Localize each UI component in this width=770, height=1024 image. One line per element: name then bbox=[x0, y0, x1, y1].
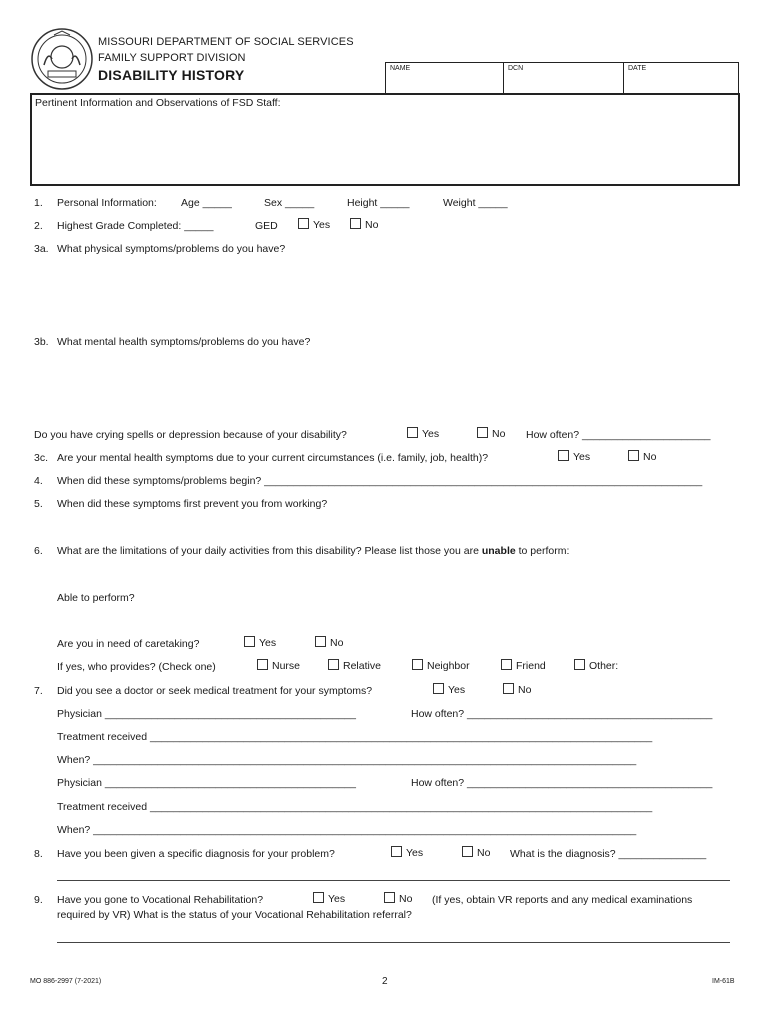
q3c-no-checkbox[interactable] bbox=[628, 450, 639, 461]
physician-1-field[interactable]: Physician ___________________________________________ bbox=[57, 708, 356, 720]
missouri-seal-icon bbox=[30, 27, 94, 91]
q8-number: 8. bbox=[34, 848, 43, 860]
q7-yes-checkbox[interactable] bbox=[433, 683, 444, 694]
provider-other-option[interactable] bbox=[574, 659, 618, 672]
q1-text: Personal Information: bbox=[57, 197, 157, 209]
ged-no-checkbox[interactable] bbox=[350, 218, 361, 229]
q3b-text: What mental health symptoms/problems do you have? bbox=[57, 336, 311, 348]
crying-question: Do you have crying spells or depression because of your disability? bbox=[34, 429, 347, 441]
provider-question: If yes, who provides? (Check one) bbox=[57, 661, 216, 673]
q9-number: 9. bbox=[34, 894, 43, 906]
q7-yes-option[interactable] bbox=[433, 683, 465, 696]
q6-number: 6. bbox=[34, 545, 43, 557]
provider-nurse-option[interactable] bbox=[257, 659, 300, 672]
neighbor-checkbox[interactable] bbox=[412, 659, 423, 670]
physician-2-field[interactable]: Physician ___________________________________________ bbox=[57, 777, 356, 789]
name-field[interactable] bbox=[386, 63, 504, 93]
ged-yes-checkbox[interactable] bbox=[298, 218, 309, 229]
form-number: MO 886-2997 (7-2021) bbox=[30, 978, 102, 985]
ged-label: GED bbox=[255, 220, 278, 232]
other-checkbox[interactable] bbox=[574, 659, 585, 670]
q3a-text: What physical symptoms/problems do you have? bbox=[57, 243, 286, 255]
relative-label: Relative bbox=[343, 660, 381, 672]
caretaking-yes-label: Yes bbox=[259, 637, 277, 649]
dcn-field[interactable] bbox=[504, 63, 624, 93]
q3c-yes-label: Yes bbox=[573, 451, 591, 463]
q9-no-checkbox[interactable] bbox=[384, 892, 395, 903]
crying-yes-checkbox[interactable] bbox=[407, 427, 418, 438]
age-field[interactable]: Age _____ bbox=[181, 197, 232, 209]
friend-checkbox[interactable] bbox=[501, 659, 512, 670]
caretaking-yes-checkbox[interactable] bbox=[244, 636, 255, 647]
ged-no-option[interactable] bbox=[350, 218, 378, 231]
q9-yes-option[interactable] bbox=[313, 892, 345, 905]
q3c-yes-option[interactable] bbox=[558, 450, 590, 463]
ged-yes-label: Yes bbox=[313, 219, 331, 231]
nurse-label: Nurse bbox=[272, 660, 301, 672]
nurse-checkbox[interactable] bbox=[257, 659, 268, 670]
caretaking-no-label: No bbox=[330, 637, 344, 649]
q5-number: 5. bbox=[34, 498, 43, 510]
when-1-field[interactable]: When? _____________________________________________________________________________________________ bbox=[57, 754, 637, 766]
q7-yes-label: Yes bbox=[448, 684, 466, 696]
department-name: MISSOURI DEPARTMENT OF SOCIAL SERVICES bbox=[98, 36, 354, 48]
q3b-number: 3b. bbox=[34, 336, 49, 348]
friend-label: Friend bbox=[516, 660, 546, 672]
ged-no-label: No bbox=[365, 219, 379, 231]
crying-no-checkbox[interactable] bbox=[477, 427, 488, 438]
how-often-2-field[interactable]: How often? __________________________________________ bbox=[411, 777, 713, 789]
q9-text: Have you gone to Vocational Rehabilitation? bbox=[57, 894, 264, 906]
caretaking-no-checkbox[interactable] bbox=[315, 636, 326, 647]
provider-relative-option[interactable] bbox=[328, 659, 381, 672]
division-name: FAMILY SUPPORT DIVISION bbox=[98, 52, 246, 64]
q7-no-checkbox[interactable] bbox=[503, 683, 514, 694]
crying-yes-label: Yes bbox=[422, 428, 440, 440]
page-number: 2 bbox=[382, 976, 388, 987]
q6-text-after: to perform: bbox=[515, 545, 570, 557]
crying-no-label: No bbox=[492, 428, 506, 440]
form-code: IM-61B bbox=[712, 978, 735, 985]
q8-no-label: No bbox=[477, 847, 491, 859]
id-fields-box bbox=[385, 62, 739, 94]
q3c-number: 3c. bbox=[34, 452, 49, 464]
provider-neighbor-option[interactable] bbox=[412, 659, 470, 672]
q8-no-checkbox[interactable] bbox=[462, 846, 473, 857]
q8-yes-option[interactable] bbox=[391, 846, 423, 859]
dcn-label: DCN bbox=[508, 65, 524, 72]
form-title: DISABILITY HISTORY bbox=[98, 67, 245, 83]
caretaking-question: Are you in need of caretaking? bbox=[57, 638, 200, 650]
height-field[interactable]: Height _____ bbox=[347, 197, 410, 209]
name-label: NAME bbox=[390, 65, 411, 72]
date-field[interactable] bbox=[624, 63, 738, 93]
q7-number: 7. bbox=[34, 685, 43, 697]
q6-text bbox=[57, 545, 569, 557]
q9-line2: required by VR) What is the status of your Vocational Rehabilitation referral? bbox=[57, 909, 412, 921]
q8-text: Have you been given a specific diagnosis for your problem? bbox=[57, 848, 335, 860]
ged-yes-option[interactable] bbox=[298, 218, 330, 231]
q3a-number: 3a. bbox=[34, 243, 49, 255]
q9-no-label: No bbox=[399, 893, 413, 905]
q9-yes-label: Yes bbox=[328, 893, 346, 905]
caretaking-no-option[interactable] bbox=[315, 636, 343, 649]
q3c-no-option[interactable] bbox=[628, 450, 656, 463]
sex-field[interactable]: Sex _____ bbox=[264, 197, 315, 209]
q9-yes-checkbox[interactable] bbox=[313, 892, 324, 903]
q9-no-option[interactable] bbox=[384, 892, 412, 905]
q6-text-before: What are the limitations of your daily activities from this disability? Please list those you are bbox=[57, 545, 482, 557]
diagnosis-line[interactable] bbox=[57, 880, 730, 881]
crying-no-option[interactable] bbox=[477, 427, 505, 440]
crying-yes-option[interactable] bbox=[407, 427, 439, 440]
treatment-2-field[interactable]: Treatment received ______________________________________________________________________________________ bbox=[57, 801, 653, 813]
how-often-1-field[interactable]: How often? __________________________________________ bbox=[411, 708, 713, 720]
q8-no-option[interactable] bbox=[462, 846, 490, 859]
treatment-1-field[interactable]: Treatment received ______________________________________________________________________________________ bbox=[57, 731, 653, 743]
q8-yes-label: Yes bbox=[406, 847, 424, 859]
symptoms-begin-field[interactable]: When did these symptoms/problems begin? ___________________________________________________________________________ bbox=[57, 475, 703, 487]
vr-status-line[interactable] bbox=[57, 942, 730, 943]
able-to-perform-label: Able to perform? bbox=[57, 592, 135, 604]
diagnosis-field[interactable]: What is the diagnosis? _______________ bbox=[510, 848, 707, 860]
q3c-no-label: No bbox=[643, 451, 657, 463]
q2-number: 2. bbox=[34, 220, 43, 232]
q7-no-option[interactable] bbox=[503, 683, 531, 696]
q4-number: 4. bbox=[34, 475, 43, 487]
caretaking-yes-option[interactable] bbox=[244, 636, 276, 649]
staff-observations-box[interactable] bbox=[30, 93, 740, 186]
neighbor-label: Neighbor bbox=[427, 660, 470, 672]
q1-number: 1. bbox=[34, 197, 43, 209]
q3c-yes-checkbox[interactable] bbox=[558, 450, 569, 461]
date-label: DATE bbox=[628, 65, 647, 72]
crying-how-often-field[interactable]: How often? ______________________ bbox=[526, 429, 711, 441]
relative-checkbox[interactable] bbox=[328, 659, 339, 670]
q7-no-label: No bbox=[518, 684, 532, 696]
q6-text-unable: unable bbox=[481, 545, 516, 557]
when-2-field[interactable]: When? _____________________________________________________________________________________________ bbox=[57, 824, 637, 836]
q8-yes-checkbox[interactable] bbox=[391, 846, 402, 857]
weight-field[interactable]: Weight _____ bbox=[443, 197, 508, 209]
staff-observations-label: Pertinent Information and Observations of FSD Staff: bbox=[35, 97, 281, 109]
highest-grade-field[interactable]: Highest Grade Completed: _____ bbox=[57, 220, 214, 232]
q3c-text: Are your mental health symptoms due to your current circumstances (i.e. family, job, health)? bbox=[57, 452, 489, 464]
q5-text: When did these symptoms first prevent you from working? bbox=[57, 498, 328, 510]
q9-note: (If yes, obtain VR reports and any medical examinations bbox=[432, 894, 693, 906]
q7-text: Did you see a doctor or seek medical treatment for your symptoms? bbox=[57, 685, 373, 697]
provider-friend-option[interactable] bbox=[501, 659, 546, 672]
other-label: Other: bbox=[589, 660, 619, 672]
